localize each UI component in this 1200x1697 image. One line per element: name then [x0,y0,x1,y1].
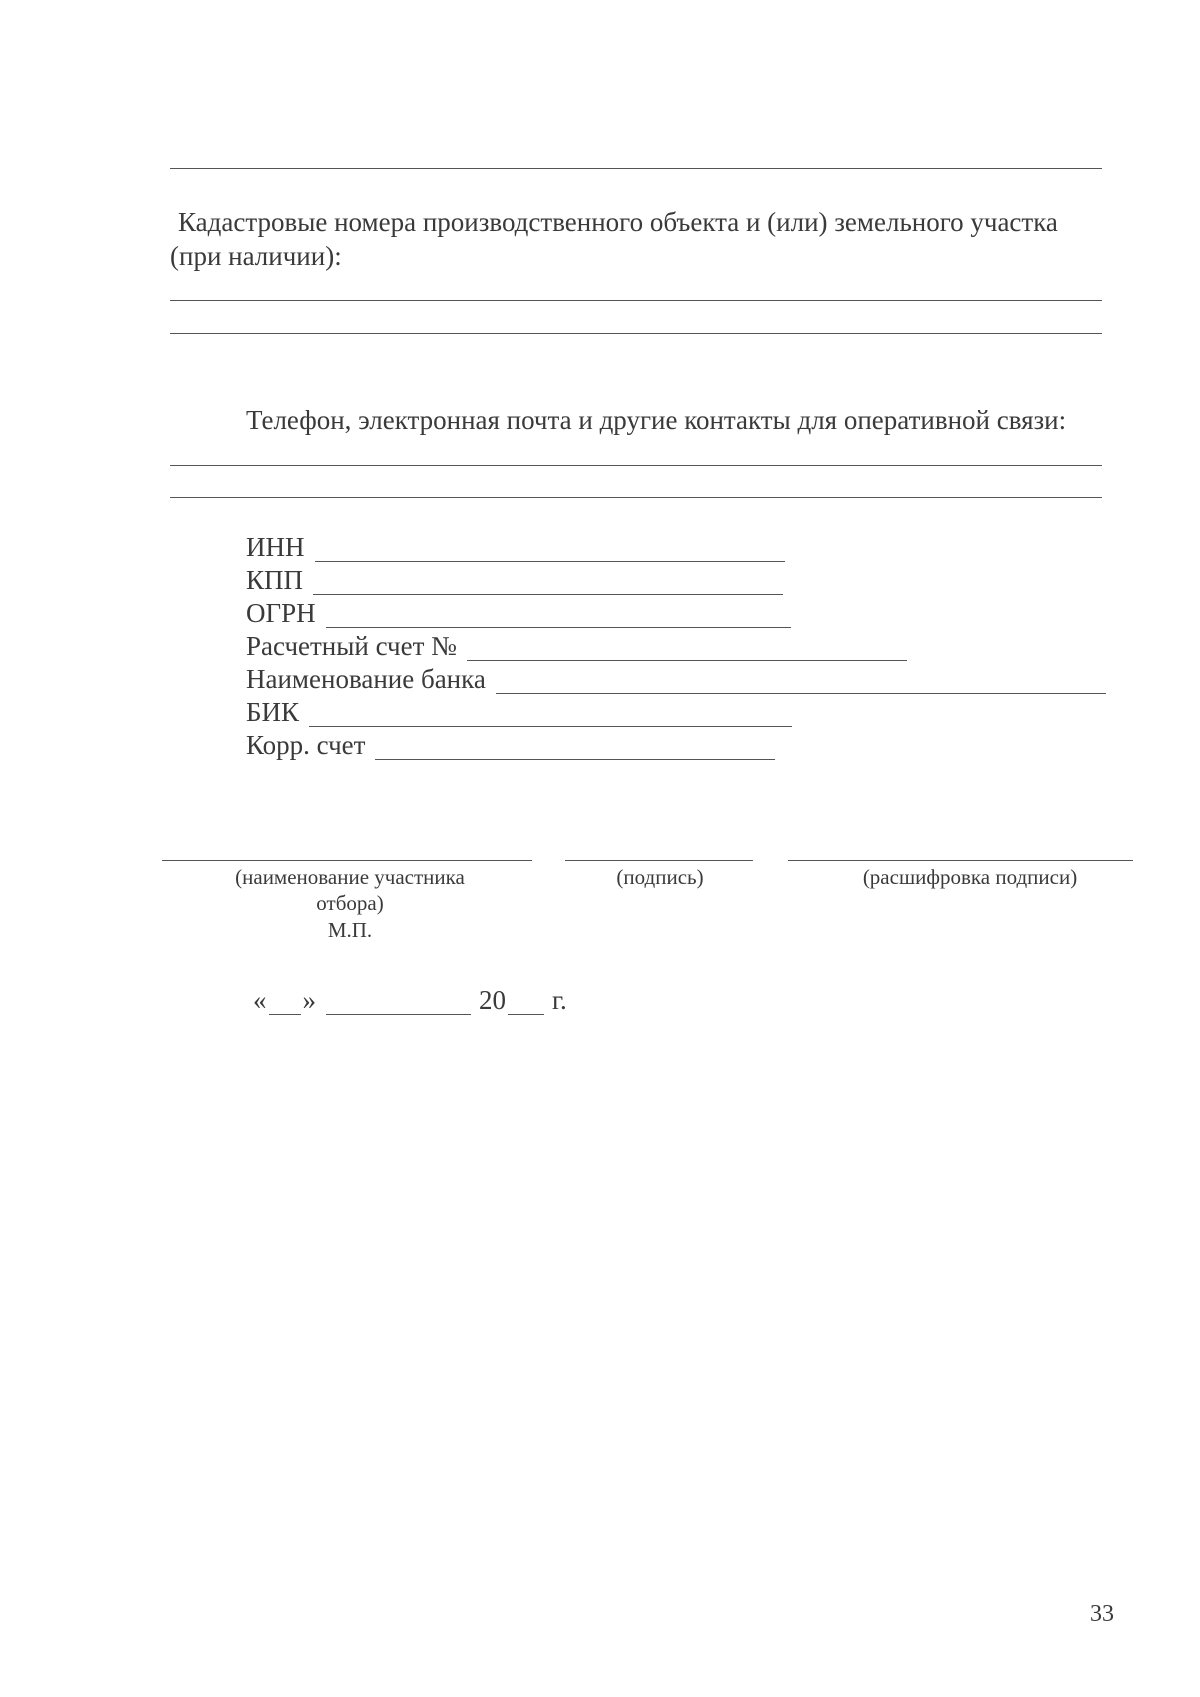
corr-account-blank[interactable] [375,759,775,760]
date-quote-close: » [302,985,316,1015]
signature-decoding-blank[interactable] [788,860,1133,861]
top-blank-line [170,168,1102,169]
ogrn-blank[interactable] [326,627,791,628]
page-number: 33 [1090,1601,1114,1627]
year-suffix: г. [552,985,567,1015]
date-field[interactable] [253,984,567,1016]
cadastral-label-line1: Кадастровые номера производственного объекта и (или) земельного участка [178,207,1058,237]
month-blank[interactable] [326,1014,471,1015]
kpp-field[interactable] [246,564,783,596]
contacts-label: Телефон, электронная почта и другие контакты для оперативной связи: [246,405,1067,435]
signature-blank[interactable] [565,860,753,861]
cadastral-label-line2: (при наличии): [170,241,342,271]
bank-name-field[interactable] [246,663,1106,695]
inn-label: ИНН [246,532,305,562]
contacts-blank-line-2[interactable] [170,497,1102,498]
cadastral-blank-line-1[interactable] [170,300,1102,301]
account-field[interactable] [246,630,907,662]
ogrn-field[interactable] [246,597,791,629]
inn-field[interactable] [246,531,785,563]
year-blank[interactable] [508,1014,544,1015]
bank-name-label: Наименование банка [246,664,486,694]
ogrn-label: ОГРН [246,598,316,628]
contacts-blank-line-1[interactable] [170,465,1102,466]
cadastral-blank-line-2[interactable] [170,333,1102,334]
participant-name-blank[interactable] [162,860,532,861]
bik-blank[interactable] [309,726,792,727]
account-blank[interactable] [467,660,907,661]
participant-name-caption-line1: (наименование участника [235,865,465,889]
day-blank[interactable] [269,1014,301,1015]
inn-blank[interactable] [315,561,785,562]
stamp-caption: М.П. [327,918,373,942]
bank-name-blank[interactable] [496,693,1106,694]
account-label: Расчетный счет № [246,631,457,661]
corr-account-label: Корр. счет [246,730,366,760]
signature-caption: (подпись) [616,865,704,889]
participant-name-caption-line2: отбора) [316,891,384,915]
year-prefix: 20 [479,985,506,1015]
bik-label: БИК [246,697,300,727]
date-quote-open: « [253,985,267,1015]
bik-field[interactable] [246,696,792,728]
signature-decoding-caption: (расшифровка подписи) [862,865,1078,889]
kpp-label: КПП [246,565,304,595]
corr-account-field[interactable] [246,729,775,761]
kpp-blank[interactable] [313,594,783,595]
